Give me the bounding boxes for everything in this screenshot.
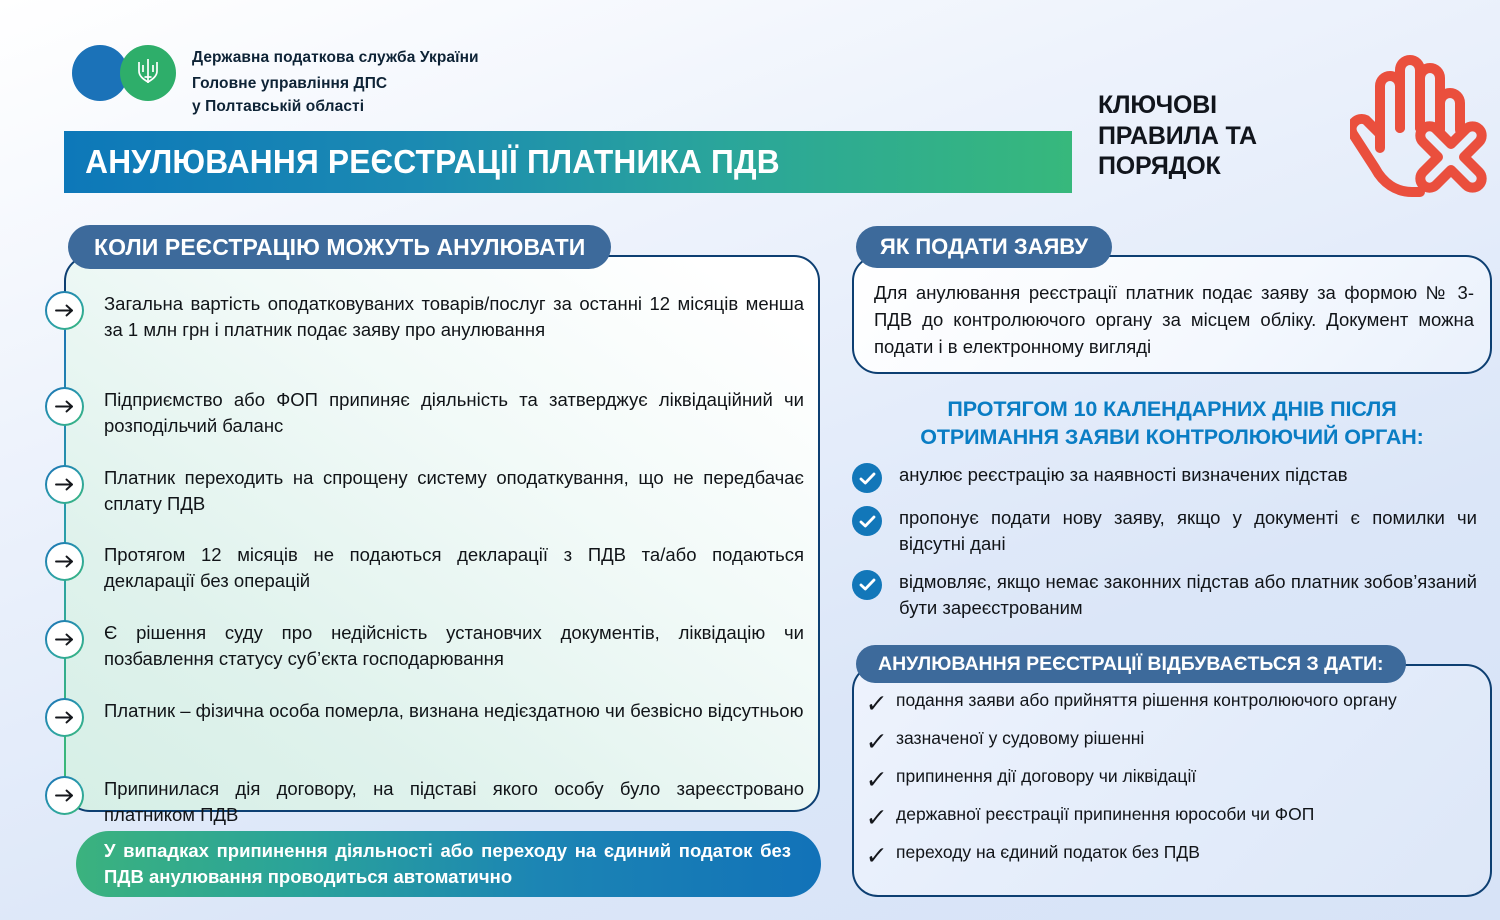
list-item [64, 542, 804, 595]
hand-stop-x-icon [1350, 48, 1500, 203]
brand-header [72, 42, 479, 118]
main-title-bar [64, 131, 1072, 193]
list-item [64, 387, 804, 440]
deadline-heading-line-2: ОТРИМАННЯ ЗАЯВИ КОНТРОЛЮЮЧИЙ ОРГАН: [920, 424, 1424, 449]
list-item [64, 776, 804, 829]
list-item-text: зазначеної у судовому рішенні [896, 728, 1145, 748]
org-department-line1: Головне управління ДПС [192, 75, 388, 93]
deadline-actions-list [852, 462, 1497, 633]
effective-date-list [866, 688, 1486, 878]
main-title: АНУЛЮВАННЯ РЕЄСТРАЦІЇ ПЛАТНИКА ПДВ [85, 143, 780, 180]
when-cancel-list [64, 265, 824, 826]
arrow-right-icon [45, 698, 84, 737]
org-department [192, 73, 479, 118]
list-item-text: відмовляє, якщо немає законних підстав або платник зобов’язаний бути зареєстрованим [899, 570, 1477, 618]
check-circle-icon [852, 570, 882, 600]
brand-text [192, 42, 479, 118]
key-rules-line-1: КЛЮЧОВІ [1098, 91, 1217, 119]
list-item [866, 764, 1486, 792]
automatic-cancellation-banner [76, 831, 821, 897]
effective-date-heading: АНУЛЮВАННЯ РЕЄСТРАЦІЇ ВІДБУВАЄТЬСЯ З ДАТИ: [856, 645, 1406, 683]
arrow-right-icon [45, 291, 84, 330]
check-circle-icon [852, 506, 882, 536]
list-item [852, 462, 1497, 493]
logo-circle-green [120, 45, 176, 101]
when-cancel-heading: КОЛИ РЕЄСТРАЦІЮ МОЖУТЬ АНУЛЮВАТИ [68, 225, 611, 269]
check-mark-icon: ✓ [864, 727, 889, 756]
list-item-text: Підприємство або ФОП припиняє діяльність та затверджує ліквідаційний чи розподільчий баланс [104, 389, 804, 437]
list-item-text: подання заяви або прийняття рішення контролюючого органу [896, 690, 1397, 710]
key-rules-line-3: ПОРЯДОК [1098, 152, 1221, 180]
list-item [64, 465, 804, 518]
list-item-text: Протягом 12 місяців не подаються декларації з ПДВ та/або подаються декларації без операцій [104, 544, 804, 592]
deadline-heading-line-1: ПРОТЯГОМ 10 КАЛЕНДАРНИХ ДНІВ ПІСЛЯ [947, 397, 1397, 421]
org-name: Державна податкова служба України [192, 49, 479, 66]
arrow-right-icon [45, 465, 84, 504]
list-item-text: Загальна вартість оподатковуваних товарів/послуг за останні 12 місяців менша за 1 млн грн і платник подає заяву про анулювання [104, 293, 804, 341]
check-circle-icon [852, 463, 882, 493]
list-item [866, 802, 1486, 830]
arrow-right-icon [45, 542, 84, 581]
how-to-apply-body: Для анулювання реєстрації платник подає заяву за формою № 3-ПДВ до контролюючого органу за місцем обліку. Документ можна подати і в електронному вигляді [874, 282, 1474, 357]
list-item-text: Платник – фізична особа померла, визнана недієздатною чи безвісно відсутньою [104, 700, 804, 721]
list-item [64, 698, 804, 724]
key-rules-heading [1098, 90, 1338, 182]
list-item-text: Платник переходить на спрощену систему оподаткування, що не передбачає сплату ПДВ [104, 467, 804, 515]
list-item-text: переходу на єдиний податок без ПДВ [896, 842, 1200, 862]
key-rules-line-2: ПРАВИЛА ТА [1098, 121, 1257, 150]
deadline-heading [852, 396, 1492, 452]
list-item-text: пропонує подати нову заяву, якщо у документі є помилки чи відсутні дані [899, 507, 1477, 554]
list-item-text: анулює реєстрацію за наявності визначених підстав [899, 464, 1348, 485]
check-mark-icon: ✓ [864, 841, 889, 870]
arrow-right-icon [45, 387, 84, 426]
list-item [64, 291, 804, 344]
arrow-right-icon [45, 620, 84, 659]
list-item [866, 688, 1486, 716]
list-item-text: Є рішення суду про недійсність установчих документів, ліквідацію чи позбавлення статусу суб’єкта господарювання [104, 622, 804, 670]
check-mark-icon: ✓ [864, 803, 889, 832]
check-mark-icon: ✓ [864, 689, 889, 718]
arrow-right-icon [45, 776, 84, 815]
list-item [852, 505, 1497, 557]
check-mark-icon: ✓ [864, 765, 889, 794]
trident-icon [135, 56, 161, 91]
how-to-apply-heading: ЯК ПОДАТИ ЗАЯВУ [856, 226, 1112, 268]
org-department-line2: у Полтавській області [192, 97, 365, 115]
list-item [64, 620, 804, 673]
dps-logo [72, 45, 176, 101]
list-item [866, 840, 1486, 868]
list-item [866, 726, 1486, 754]
list-item [852, 569, 1497, 621]
automatic-cancellation-text: У випадках припинення діяльності або переходу на єдиний податок без ПДВ анулювання проводиться автоматично [104, 840, 791, 887]
list-item-text: державної реєстрації припинення юрособи чи ФОП [896, 804, 1315, 824]
list-item-text: Припинилася дія договору, на підставі якого особу було зареєстровано платником ПДВ [104, 778, 804, 826]
list-item-text: припинення дії договору чи ліквідації [896, 766, 1197, 786]
